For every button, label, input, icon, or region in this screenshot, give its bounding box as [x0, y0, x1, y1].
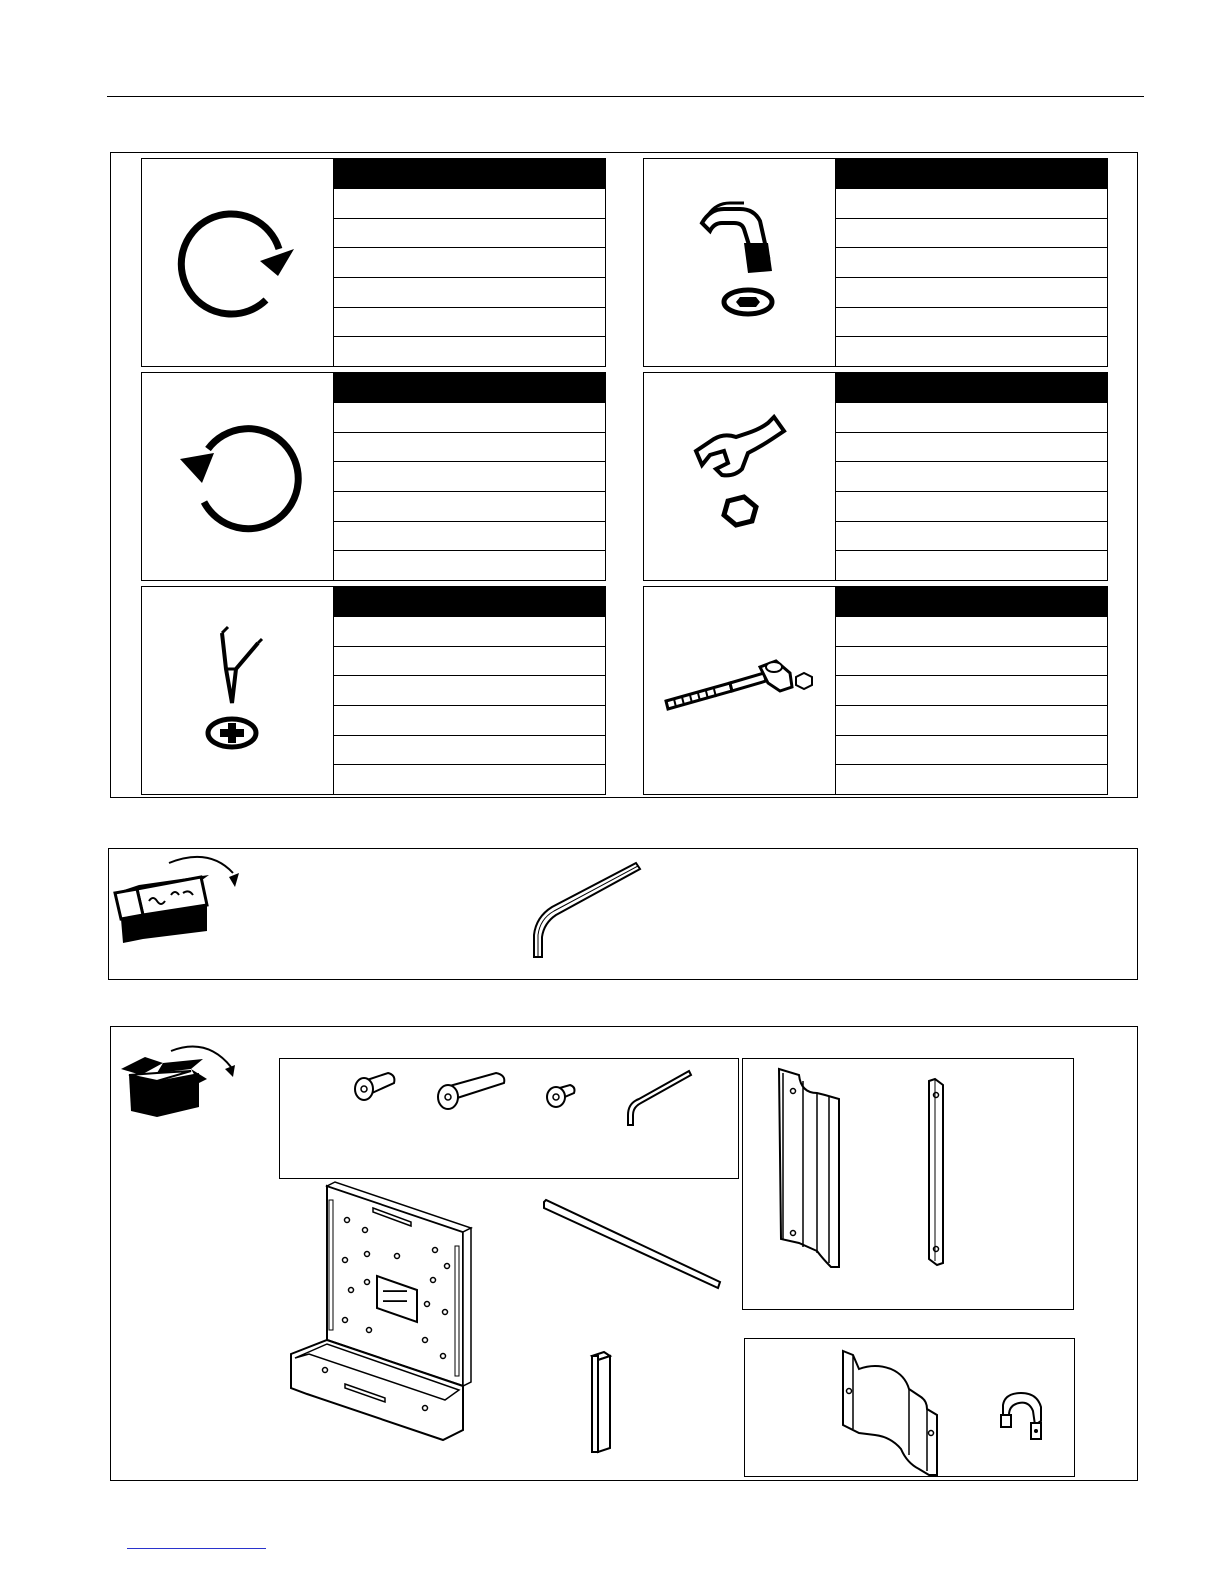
- legend-row: [334, 188, 605, 218]
- legend-row: [836, 550, 1107, 580]
- legend-row: [836, 307, 1107, 337]
- legend-row: [334, 247, 605, 277]
- legend-row: [836, 247, 1107, 277]
- legend-table: [334, 373, 605, 580]
- legend-icon-cell: [644, 373, 836, 580]
- legend-row: [836, 188, 1107, 218]
- legend-row: [836, 277, 1107, 307]
- legend-icon-cell: [142, 373, 334, 580]
- small-allen-wrench-icon: [625, 1069, 695, 1129]
- header-rule: [107, 96, 1144, 97]
- legend-header: [334, 587, 605, 616]
- legend-panel-counterclockwise: [141, 372, 606, 581]
- legend-panel-clockwise: [141, 158, 606, 367]
- legend-row: [836, 491, 1107, 521]
- open-box-icon: [115, 1035, 245, 1125]
- pole-bracket-icon: [773, 1063, 853, 1273]
- flat-strap-icon: [925, 1077, 947, 1267]
- legend-icon-cell: [142, 587, 334, 794]
- legend-row: [836, 336, 1107, 366]
- legend-row: [334, 521, 605, 551]
- legend-row: [836, 675, 1107, 705]
- legend-row: [334, 646, 605, 676]
- long-screw-icon: [432, 1067, 512, 1117]
- legend-row: [334, 402, 605, 432]
- long-bar-icon: [540, 1198, 725, 1293]
- legend-row: [334, 336, 605, 366]
- legend-header: [836, 159, 1107, 188]
- legend-header: [836, 373, 1107, 402]
- svg-text:▬▬▬▬: ▬▬▬▬: [383, 1298, 407, 1304]
- bracket-box-upper: [742, 1058, 1074, 1310]
- legend-row: [836, 646, 1107, 676]
- mounting-plate-icon: [285, 1180, 495, 1450]
- legend-row: [836, 402, 1107, 432]
- legend-row: [334, 218, 605, 248]
- legend-row: [836, 461, 1107, 491]
- legend-row: [334, 764, 605, 794]
- legend-header: [836, 587, 1107, 616]
- footer-link[interactable]: [127, 1548, 266, 1549]
- legend-row: [334, 277, 605, 307]
- legend-row: [836, 616, 1107, 646]
- legend-panel-screwdriver: [141, 586, 606, 795]
- legend-row: [836, 432, 1107, 462]
- allen-wrench-icon: [524, 859, 644, 959]
- button-head-screw-icon: [350, 1067, 400, 1107]
- legend-header: [334, 159, 605, 188]
- hardware-box: [279, 1058, 739, 1179]
- legend-icon-cell: [142, 159, 334, 366]
- legend-row: [334, 461, 605, 491]
- legend-panel-socket-wrench: [643, 586, 1108, 795]
- pole-collar-icon: [997, 1387, 1047, 1447]
- toolbox-icon: [109, 849, 269, 959]
- legend-panel-wrench: [643, 372, 1108, 581]
- legend-row: [334, 675, 605, 705]
- phillips-screwdriver-icon: [142, 587, 334, 794]
- legend-row: [836, 705, 1107, 735]
- legend-row: [836, 735, 1107, 765]
- counterclockwise-arrow-icon: [142, 373, 334, 580]
- legend-table: [836, 159, 1107, 366]
- legend-row: [334, 550, 605, 580]
- bracket-box-lower: [744, 1338, 1075, 1477]
- legend-header: [334, 373, 605, 402]
- legend-row: [334, 491, 605, 521]
- hex-key-icon: [644, 159, 836, 366]
- legend-icon-cell: [644, 587, 836, 794]
- legend-table: [334, 159, 605, 366]
- legend-table: [836, 587, 1107, 794]
- short-post-icon: [588, 1348, 614, 1458]
- legend-row: [334, 705, 605, 735]
- legend-table: [334, 587, 605, 794]
- legend-panel-hex-key: [643, 158, 1108, 367]
- socket-wrench-icon: [644, 587, 836, 794]
- legend-row: [836, 764, 1107, 794]
- legend-row: [334, 432, 605, 462]
- tools-required-frame: [108, 848, 1138, 980]
- legend-row: [334, 616, 605, 646]
- legend-row: [334, 307, 605, 337]
- clamp-bracket-icon: [835, 1343, 955, 1473]
- legend-icon-cell: [644, 159, 836, 366]
- legend-table: [836, 373, 1107, 580]
- legend-row: [334, 735, 605, 765]
- clockwise-arrow-icon: [142, 159, 334, 366]
- open-end-wrench-icon: [644, 373, 836, 580]
- legend-row: [836, 521, 1107, 551]
- short-screw-icon: [542, 1077, 582, 1117]
- svg-text:▬▬▬▬: ▬▬▬▬: [383, 1288, 407, 1294]
- legend-row: [836, 218, 1107, 248]
